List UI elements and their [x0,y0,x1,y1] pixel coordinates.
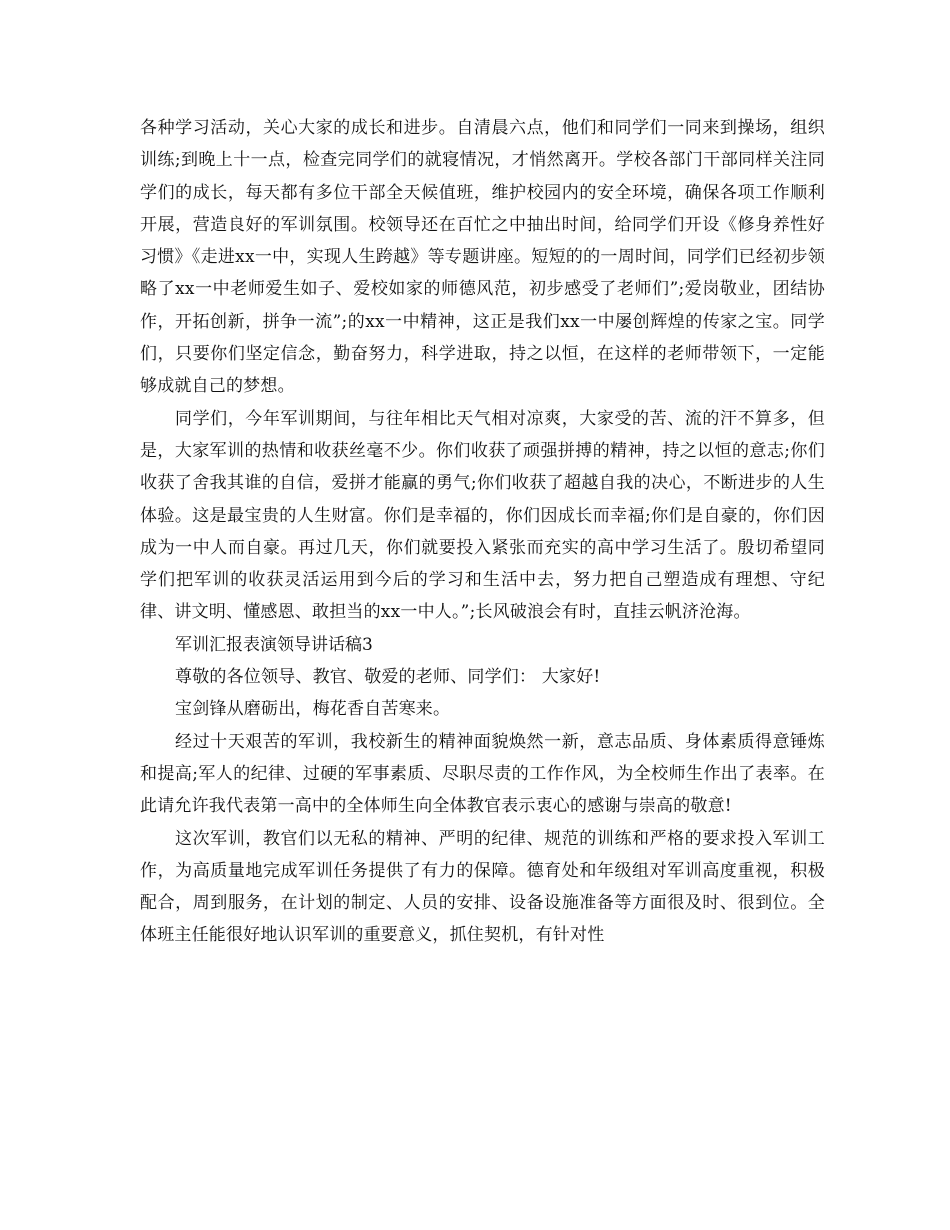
body-paragraph: 这次军训，教官们以无私的精神、严明的纪律、规范的训练和严格的要求投入军训工作，为高质量地完成军训任务提供了有力的保障。德育处和年级组对军训高度重视，积极配合，周到服务，在计划的制定、人员的安排、设备设施准备等方面很及时、很到位。全体班主任能很好地认识军训的重要意义，抓住契机，有针对性 [140,828,825,946]
body-paragraph: 各种学习活动，关心大家的成长和进步。自清晨六点，他们和同学们一同来到操场，组织训练;到晚上十一点，检查完同学们的就寝情况，才悄然离开。学校各部门干部同样关注同学们的成长，每天都有多位干部全天候值班，维护校园内的安全环境，确保各项工作顺利开展，营造良好的军训氛围。校领导还在百忙之中抽出时间，给同学们开设《修身养性好习惯》《走进xx一中，实现人生跨越》等专题讲座。短短的的一周时间，同学们已经初步领略了xx一中老师爱生如子、爱校如家的师德风范，初步感受了老师们”;爱岗敬业，团结协作，开拓创新，拼争一流”;的xx一中精神，这正是我们xx一中屡创辉煌的传家之宝。同学们，只要你们坚定信念，勤奋努力，科学进取，持之以恒，在这样的老师带领下，一定能够成就自己的梦想。 [140,118,825,397]
section-heading: 军训汇报表演领导讲话稿3 [175,634,373,655]
quote-line: 宝剑锋从磨砺出，梅花香自苦寒来。 [175,699,451,720]
salutation-line: 尊敬的各位领导、教官、敬爱的老师、同学们： 大家好! [175,667,601,688]
body-paragraph: 经过十天艰苦的军训，我校新生的精神面貌焕然一新，意志品质、身体素质得意锤炼和提高;军人的纪律、过硬的军事素质、尽职尽责的工作作风，为全校师生作出了表率。在此请允许我代表第一高中的全体师生向全体教官表示衷心的感谢与崇高的敬意! [140,731,825,817]
document-page [140,112,825,952]
body-paragraph: 同学们，今年军训期间，与往年相比天气相对凉爽，大家受的苦、流的汗不算多，但是，大家军训的热情和收获丝毫不少。你们收获了顽强拼搏的精神，持之以恒的意志;你们收获了舍我其谁的自信，爱拼才能赢的勇气;你们收获了超越自我的决心，不断进步的人生体验。这是最宝贵的人生财富。你们是幸福的，你们因成长而幸福;你们是自豪的，你们因成为一中人而自豪。再过几天，你们就要投入紧张而充实的高中学习生活了。殷切希望同学们把军训的收获灵活运用到今后的学习和生活中去，努力把自己塑造成有理想、守纪律、讲文明、懂感恩、敢担当的xx一中人。”;长风破浪会有时，直挂云帆济沧海。 [140,408,825,623]
